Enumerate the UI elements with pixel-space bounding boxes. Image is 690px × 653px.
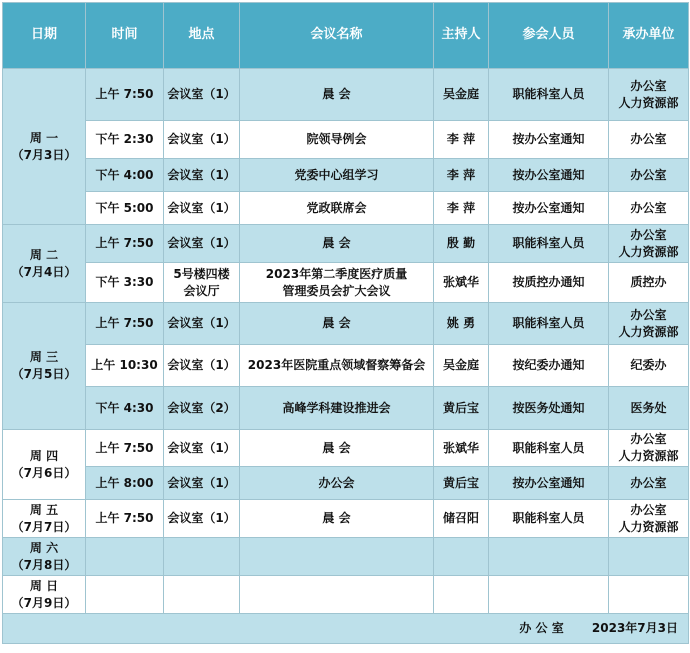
table-row xyxy=(3,121,689,159)
attendees-cell: 按办公室通知 xyxy=(489,121,609,159)
time-cell: 上午 7:50 xyxy=(86,69,164,121)
attendees-cell: 职能科室人员 xyxy=(489,430,609,467)
day-date: （7月6日） xyxy=(11,465,77,480)
time-cell: 下午 4:00 xyxy=(86,159,164,192)
table-row xyxy=(3,225,689,263)
time-cell: 上午 8:00 xyxy=(86,467,164,500)
organizer-cell: 办公室 xyxy=(609,467,689,500)
host-cell: 黄后宝 xyxy=(434,467,489,500)
empty-cell xyxy=(86,576,164,614)
attendees-cell: 职能科室人员 xyxy=(489,500,609,538)
day-name: 周 六 xyxy=(29,540,59,555)
host-cell: 储召阳 xyxy=(434,500,489,538)
host-cell: 张斌华 xyxy=(434,430,489,467)
table-row xyxy=(3,430,689,467)
header-row xyxy=(3,3,689,69)
table-row xyxy=(3,159,689,192)
meeting-cell: 晨 会 xyxy=(240,500,434,538)
footer-cell xyxy=(3,614,689,644)
day-cell-friday xyxy=(3,500,86,538)
day-cell-sunday xyxy=(3,576,86,614)
host-cell: 吴金庭 xyxy=(434,69,489,121)
meeting-cell: 高峰学科建设推进会 xyxy=(240,387,434,430)
day-date: （7月9日） xyxy=(11,595,77,610)
attendees-cell: 按医务处通知 xyxy=(489,387,609,430)
place-cell: 会议室（2） xyxy=(164,387,240,430)
day-date: （7月7日） xyxy=(11,519,77,534)
time-cell: 下午 5:00 xyxy=(86,192,164,225)
table-row xyxy=(3,538,689,576)
meeting-cell: 院领导例会 xyxy=(240,121,434,159)
organizer-cell: 医务处 xyxy=(609,387,689,430)
time-cell: 上午 7:50 xyxy=(86,430,164,467)
table-row xyxy=(3,500,689,538)
day-date: （7月5日） xyxy=(11,367,77,381)
empty-cell xyxy=(609,576,689,614)
day-cell-tuesday xyxy=(3,225,86,303)
time-cell: 下午 4:30 xyxy=(86,387,164,430)
organizer-cell: 办公室 人力资源部 xyxy=(609,69,689,121)
table-row xyxy=(3,263,689,303)
place-cell: 会议室（1） xyxy=(164,69,240,121)
header-meeting: 会议名称 xyxy=(240,3,434,69)
header-host: 主持人 xyxy=(434,3,489,69)
place-cell: 会议室（1） xyxy=(164,430,240,467)
empty-cell xyxy=(434,576,489,614)
organizer-cell: 办公室 人力资源部 xyxy=(609,303,689,345)
day-cell-thursday xyxy=(3,430,86,500)
meeting-cell: 2023年第二季度医疗质量 管理委员会扩大会议 xyxy=(240,263,434,303)
header-date: 日期 xyxy=(3,3,86,69)
footer-row xyxy=(3,614,689,644)
meeting-cell: 办公会 xyxy=(240,467,434,500)
meeting-cell: 晨 会 xyxy=(240,225,434,263)
empty-cell xyxy=(240,576,434,614)
meeting-cell: 晨 会 xyxy=(240,69,434,121)
day-date: （7月8日） xyxy=(11,557,77,572)
place-cell: 会议室（1） xyxy=(164,500,240,538)
day-name: 周 四 xyxy=(29,448,59,463)
meeting-schedule-table xyxy=(2,2,689,644)
organizer-cell: 纪委办 xyxy=(609,345,689,387)
table-row xyxy=(3,192,689,225)
empty-cell xyxy=(164,538,240,576)
day-name: 周 一 xyxy=(29,130,59,145)
day-name: 周 日 xyxy=(29,578,59,593)
footer-office: 办 公 室 xyxy=(519,621,564,636)
host-cell: 李 萍 xyxy=(434,159,489,192)
place-cell: 会议室（1） xyxy=(164,303,240,345)
place-cell: 会议室（1） xyxy=(164,345,240,387)
header-time: 时间 xyxy=(86,3,164,69)
day-cell-wednesday xyxy=(3,303,86,430)
host-cell: 吴金庭 xyxy=(434,345,489,387)
place-cell: 会议室（1） xyxy=(164,121,240,159)
table-row xyxy=(3,69,689,121)
attendees-cell: 按办公室通知 xyxy=(489,467,609,500)
time-cell: 上午 7:50 xyxy=(86,500,164,538)
empty-cell xyxy=(86,538,164,576)
day-name: 周 五 xyxy=(29,502,59,517)
empty-cell xyxy=(489,538,609,576)
host-cell: 张斌华 xyxy=(434,263,489,303)
attendees-cell: 按质控办通知 xyxy=(489,263,609,303)
meeting-cell: 党委中心组学习 xyxy=(240,159,434,192)
host-cell: 李 萍 xyxy=(434,192,489,225)
place-cell: 会议室（1） xyxy=(164,159,240,192)
empty-cell xyxy=(609,538,689,576)
day-name: 周 三 xyxy=(29,350,59,365)
host-cell: 李 萍 xyxy=(434,121,489,159)
organizer-cell: 质控办 xyxy=(609,263,689,303)
day-cell-saturday xyxy=(3,538,86,576)
day-date: （7月4日） xyxy=(11,264,77,279)
header-attendees: 参会人员 xyxy=(489,3,609,69)
place-cell: 会议室（1） xyxy=(164,467,240,500)
table-row xyxy=(3,303,689,345)
time-cell: 上午 10:30 xyxy=(86,345,164,387)
footer-date: 2023年7月3日 xyxy=(591,621,678,636)
place-cell: 会议室（1） xyxy=(164,225,240,263)
host-cell: 殷 勤 xyxy=(434,225,489,263)
time-cell: 上午 7:50 xyxy=(86,225,164,263)
table-row xyxy=(3,387,689,430)
organizer-cell: 办公室 xyxy=(609,192,689,225)
organizer-cell: 办公室 人力资源部 xyxy=(609,430,689,467)
day-cell-monday xyxy=(3,69,86,225)
place-cell: 5号楼四楼 会议厅 xyxy=(164,263,240,303)
organizer-cell: 办公室 xyxy=(609,159,689,192)
day-date: （7月3日） xyxy=(11,147,77,162)
attendees-cell: 按纪委办通知 xyxy=(489,345,609,387)
empty-cell xyxy=(434,538,489,576)
attendees-cell: 职能科室人员 xyxy=(489,69,609,121)
attendees-cell: 职能科室人员 xyxy=(489,225,609,263)
meeting-cell: 2023年医院重点领域督察筹备会 xyxy=(240,345,434,387)
table-row xyxy=(3,345,689,387)
meeting-cell: 晨 会 xyxy=(240,303,434,345)
header-place: 地点 xyxy=(164,3,240,69)
meeting-cell: 晨 会 xyxy=(240,430,434,467)
table-row xyxy=(3,467,689,500)
place-cell: 会议室（1） xyxy=(164,192,240,225)
meeting-cell: 党政联席会 xyxy=(240,192,434,225)
host-cell: 姚 勇 xyxy=(434,303,489,345)
time-cell: 下午 3:30 xyxy=(86,263,164,303)
empty-cell xyxy=(489,576,609,614)
empty-cell xyxy=(164,576,240,614)
empty-cell xyxy=(240,538,434,576)
day-name: 周 二 xyxy=(29,247,59,262)
attendees-cell: 职能科室人员 xyxy=(489,303,609,345)
organizer-cell: 办公室 人力资源部 xyxy=(609,500,689,538)
host-cell: 黄后宝 xyxy=(434,387,489,430)
time-cell: 下午 2:30 xyxy=(86,121,164,159)
attendees-cell: 按办公室通知 xyxy=(489,192,609,225)
header-organizer: 承办单位 xyxy=(609,3,689,69)
attendees-cell: 按办公室通知 xyxy=(489,159,609,192)
organizer-cell: 办公室 xyxy=(609,121,689,159)
time-cell: 上午 7:50 xyxy=(86,303,164,345)
table-row xyxy=(3,576,689,614)
organizer-cell: 办公室 人力资源部 xyxy=(609,225,689,263)
